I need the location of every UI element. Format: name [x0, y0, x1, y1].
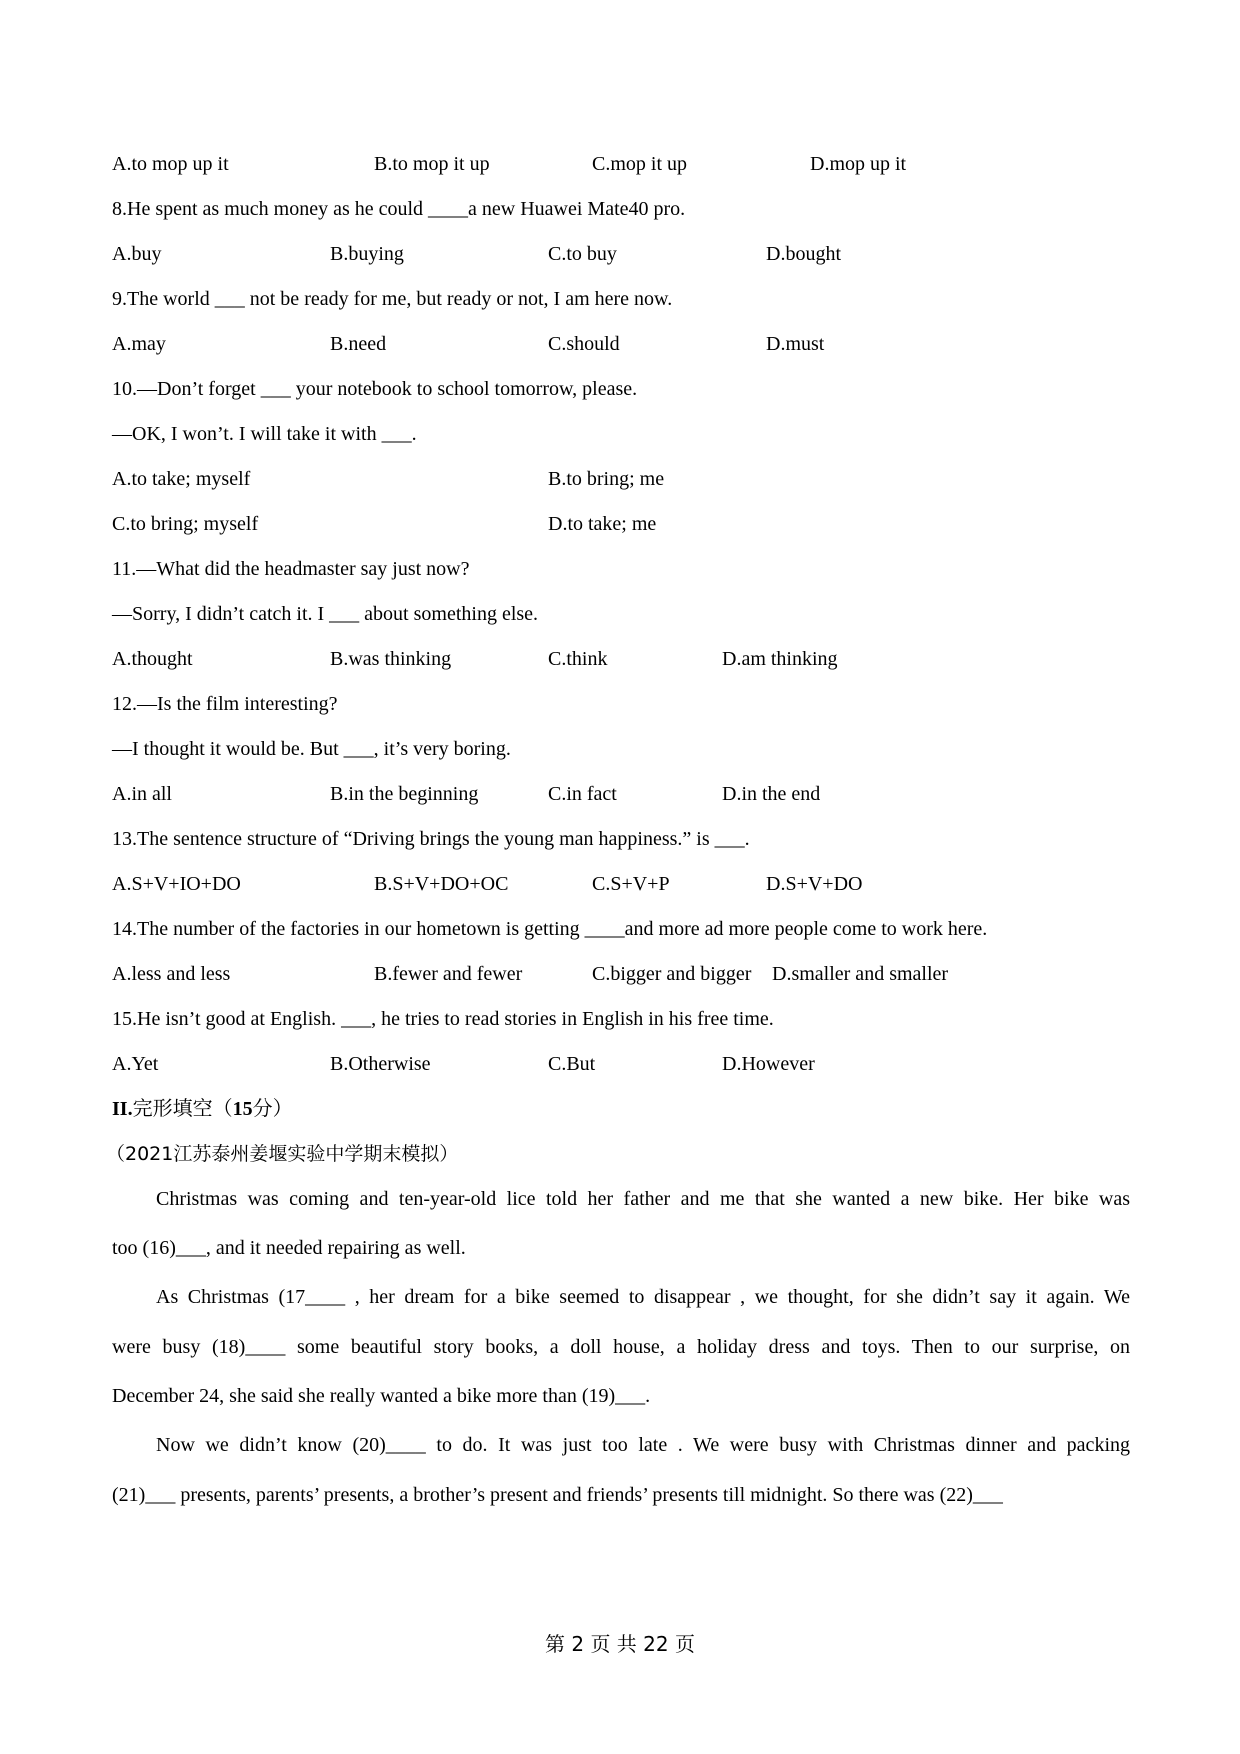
q12-option-b: B.in the beginning: [330, 783, 479, 805]
q7-option-b: B.to mop it up: [374, 153, 490, 175]
q15-option-c: C.But: [548, 1053, 596, 1075]
q14-option-a: A.less and less: [112, 963, 231, 985]
passage-line-1: Christmas was coming and ten-year-old lice told her father and me that she wanted a new bike. Her bike was: [156, 1188, 1130, 1210]
passage-line-2: too (16)___, and it needed repairing as well.: [112, 1237, 466, 1259]
q12-option-a: A.in all: [112, 783, 172, 805]
q15-stem: 15.He isn’t good at English. ___, he tries to read stories in English in his free time.: [112, 1008, 774, 1030]
q13-option-c: C.S+V+P: [592, 873, 670, 895]
q11-option-b: B.was thinking: [330, 648, 452, 670]
q10-option-c: C.to bring; myself: [112, 513, 259, 535]
q10-stem: 10.—Don’t forget ___ your notebook to school tomorrow, please.: [112, 378, 638, 400]
passage-source: （2021江苏泰州姜堰实验中学期末模拟）: [106, 1143, 459, 1165]
q14-option-d: D.smaller and smaller: [772, 963, 949, 985]
q11-option-c: C.think: [548, 648, 608, 670]
section-points: 15: [232, 1098, 253, 1120]
q12-option-c: C.in fact: [548, 783, 617, 805]
q9-option-b: B.need: [330, 333, 387, 355]
q7-option-a: A.to mop up it: [112, 153, 229, 175]
q8-option-a: A.buy: [112, 243, 162, 265]
passage-line-3: As Christmas (17____ , her dream for a bike seemed to disappear , we thought, for she didn’t say it again. We: [156, 1286, 1130, 1308]
q13-option-a: A.S+V+IO+DO: [112, 873, 241, 895]
q13-stem: 13.The sentence structure of “Driving brings the young man happiness.” is ___.: [112, 828, 750, 850]
passage-line-4: were busy (18)____ some beautiful story books, a doll house, a holiday dress and toys. Then to our surprise, on: [112, 1336, 1130, 1358]
q10-option-a: A.to take; myself: [112, 468, 251, 490]
q12-option-d: D.in the end: [722, 783, 821, 805]
section-title: 完形填空: [132, 1098, 213, 1120]
q15-option-d: D.However: [722, 1053, 815, 1075]
q7-option-c: C.mop it up: [592, 153, 688, 175]
q11-stem-reply: —Sorry, I didn’t catch it. I ___ about something else.: [112, 603, 539, 625]
section-points-open: （: [212, 1098, 233, 1120]
q13-option-b: B.S+V+DO+OC: [374, 873, 509, 895]
q15-option-b: B.Otherwise: [330, 1053, 431, 1075]
q9-option-d: D.must: [766, 333, 825, 355]
q9-option-a: A.may: [112, 333, 166, 355]
q13-option-d: D.S+V+DO: [766, 873, 863, 895]
passage-line-5: December 24, she said she really wanted a bike more than (19)___.: [112, 1385, 651, 1407]
q12-stem: 12.—Is the film interesting?: [112, 693, 338, 715]
q8-stem: 8.He spent as much money as he could ____a new Huawei Mate40 pro.: [112, 198, 686, 220]
q10-stem-reply: —OK, I won’t. I will take it with ___.: [112, 423, 417, 445]
section-heading: [112, 1097, 293, 1121]
section-numeral: II.: [112, 1098, 133, 1120]
q11-stem: 11.—What did the headmaster say just now?: [112, 558, 470, 580]
q10-option-b: B.to bring; me: [548, 468, 665, 490]
q9-stem: 9.The world ___ not be ready for me, but ready or not, I am here now.: [112, 288, 673, 310]
page-number: 第 2 页 共 22 页: [545, 1632, 695, 1656]
q14-option-c: C.bigger and bigger: [592, 963, 752, 985]
q11-option-d: D.am thinking: [722, 648, 838, 670]
q15-option-a: A.Yet: [112, 1053, 159, 1075]
q14-option-b: B.fewer and fewer: [374, 963, 523, 985]
q8-option-b: B.buying: [330, 243, 404, 265]
q8-option-c: C.to buy: [548, 243, 617, 265]
q12-stem-reply: —I thought it would be. But ___, it’s very boring.: [112, 738, 511, 760]
q8-option-d: D.bought: [766, 243, 841, 265]
q7-option-d: D.mop up it: [810, 153, 907, 175]
q14-stem: 14.The number of the factories in our hometown is getting ____and more ad more people come to work here.: [112, 918, 988, 940]
passage-line-6: Now we didn’t know (20)____ to do. It was just too late . We were busy with Christmas dinner and packing: [156, 1434, 1130, 1456]
passage-line-7: (21)___ presents, parents’ presents, a brother’s present and friends’ presents till midnight. So there was (22)___: [112, 1484, 1003, 1506]
q11-option-a: A.thought: [112, 648, 193, 670]
q10-option-d: D.to take; me: [548, 513, 657, 535]
q9-option-c: C.should: [548, 333, 620, 355]
section-points-unit: 分）: [252, 1098, 293, 1120]
